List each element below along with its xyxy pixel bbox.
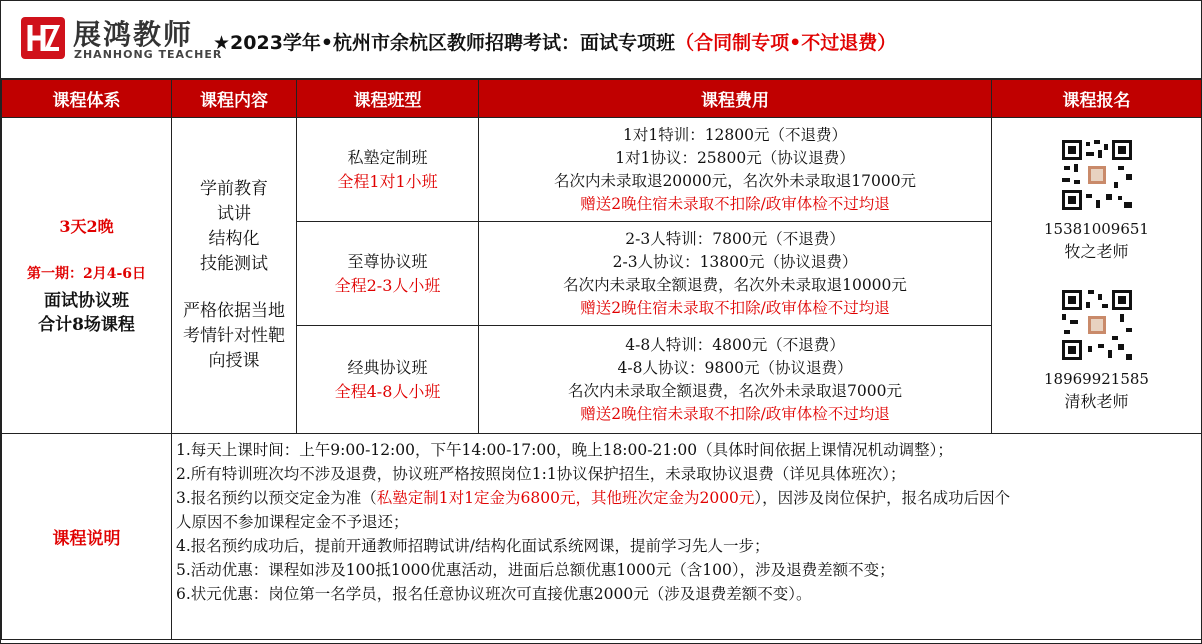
course-system-cell bbox=[2, 118, 172, 434]
note-item: 人原因不参加课程定金不予退还； bbox=[176, 513, 409, 531]
content-item: 技能测试 bbox=[200, 254, 268, 274]
contact-phone: 15381009651 bbox=[1044, 219, 1149, 238]
class-cell bbox=[297, 326, 479, 434]
page-title bbox=[213, 28, 896, 55]
fee-gift: 赠送2晚住宿未录取不扣除/政审体检不过均退 bbox=[580, 404, 890, 423]
content-item: 考情针对性靶 bbox=[183, 326, 285, 346]
note-item: 6.状元优惠：岗位第一名学员，报名任意协议班次可直接优惠2000元（涉及退费差额不变）。 bbox=[176, 585, 812, 603]
course-content-cell bbox=[172, 118, 297, 434]
qr-code-icon bbox=[1060, 138, 1134, 212]
course-table bbox=[1, 79, 1202, 640]
fee-cell bbox=[479, 326, 992, 434]
class-cell bbox=[297, 118, 479, 222]
content-item: 严格依据当地 bbox=[183, 301, 285, 321]
table-row bbox=[2, 118, 1202, 222]
content-item: 试讲 bbox=[217, 204, 251, 224]
course-duration: 3天2晚 bbox=[59, 217, 114, 236]
course-period: 第一期：2月4-6日 bbox=[26, 266, 147, 282]
content-item: 结构化 bbox=[208, 229, 260, 249]
brand-name-en: ZHANHONG TEACHER bbox=[74, 48, 223, 61]
title-main: ★2023学年•杭州市余杭区教师招聘考试：面试专项班 bbox=[213, 32, 676, 54]
content-item: 学前教育 bbox=[200, 179, 268, 199]
course-count: 合计8场课程 bbox=[38, 315, 135, 335]
fee-cell bbox=[479, 222, 992, 326]
contact-phone: 18969921585 bbox=[1044, 369, 1149, 388]
content-item: 向授课 bbox=[208, 351, 260, 371]
fee-line: 2-3人协议：13800元（协议退费） bbox=[612, 252, 858, 271]
class-size: 全程2-3人小班 bbox=[334, 275, 441, 295]
notes-cell bbox=[172, 434, 1202, 640]
course-type: 面试协议班 bbox=[44, 291, 129, 311]
fee-line: 4-8人协议：9800元（协议退费） bbox=[617, 358, 853, 377]
fee-line: 名次内未录取退20000元，名次外未录取退17000元 bbox=[553, 171, 917, 190]
header-content: 课程内容 bbox=[172, 80, 297, 118]
fee-line: 名次内未录取全额退费，名次外未录取退7000元 bbox=[568, 381, 902, 400]
table-header-row bbox=[2, 80, 1202, 118]
qr-code-icon bbox=[1060, 288, 1134, 362]
fee-line: 2-3人特训：7800元（不退费） bbox=[625, 229, 845, 248]
class-size: 全程1对1小班 bbox=[337, 171, 438, 191]
fee-line: 1对1协议：25800元（协议退费） bbox=[615, 148, 855, 167]
brand-name-cn: 展鸿教师 bbox=[73, 18, 194, 51]
title-highlight: （合同制专项•不过退费） bbox=[675, 32, 897, 54]
class-name: 至尊协议班 bbox=[347, 251, 428, 271]
notes-title: 课程说明 bbox=[2, 434, 172, 640]
header bbox=[1, 1, 1201, 79]
fee-line: 1对1特训：12800元（不退费） bbox=[622, 125, 848, 144]
note-item: 2.所有特训班次均不涉及退费，协议班严格按照岗位1:1协议保护招生，未录取协议退费（详见具体班次）； bbox=[176, 465, 906, 483]
fee-cell bbox=[479, 118, 992, 222]
class-size: 全程4-8人小班 bbox=[334, 381, 441, 401]
fee-gift: 赠送2晚住宿未录取不扣除/政审体检不过均退 bbox=[580, 194, 890, 213]
header-class: 课程班型 bbox=[297, 80, 479, 118]
contact-name: 清秋老师 bbox=[1064, 391, 1129, 411]
class-name: 私塾定制班 bbox=[347, 147, 428, 167]
fee-line: 名次内未录取全额退费，名次外未录取退10000元 bbox=[563, 275, 907, 294]
class-cell bbox=[297, 222, 479, 326]
header-signup: 课程报名 bbox=[992, 80, 1202, 118]
zh-logo-icon bbox=[21, 17, 65, 59]
note-item: 4.报名预约成功后，提前开通教师招聘试讲/结构化面试系统网课，提前学习先人一步； bbox=[176, 537, 770, 555]
deposit-highlight: 私塾定制1对1定金为6800元，其他班次定金为2000元 bbox=[376, 489, 755, 507]
notes-row bbox=[2, 434, 1202, 640]
note-item: 1.每天上课时间：上午9:00-12:00，下午14:00-17:00，晚上18:00-21:00（具体时间依据上课情况机动调整）； bbox=[176, 441, 953, 459]
fee-line: 4-8人特训：4800元（不退费） bbox=[625, 335, 845, 354]
header-system: 课程体系 bbox=[2, 80, 172, 118]
contact-name: 牧之老师 bbox=[1064, 241, 1129, 261]
signup-cell bbox=[992, 118, 1202, 434]
fee-gift: 赠送2晚住宿未录取不扣除/政审体检不过均退 bbox=[580, 298, 890, 317]
note-item: 5.活动优惠：课程如涉及100抵1000优惠活动，进面后总额优惠1000元（含100），涉及退费差额不变； bbox=[176, 561, 895, 579]
class-name: 经典协议班 bbox=[347, 357, 428, 377]
note-item: 3.报名预约以预交定金为准（私塾定制1对1定金为6800元，其他班次定金为2000元），因涉及岗位保护，报名成功后因个 bbox=[176, 489, 1011, 507]
header-fee: 课程费用 bbox=[479, 80, 992, 118]
